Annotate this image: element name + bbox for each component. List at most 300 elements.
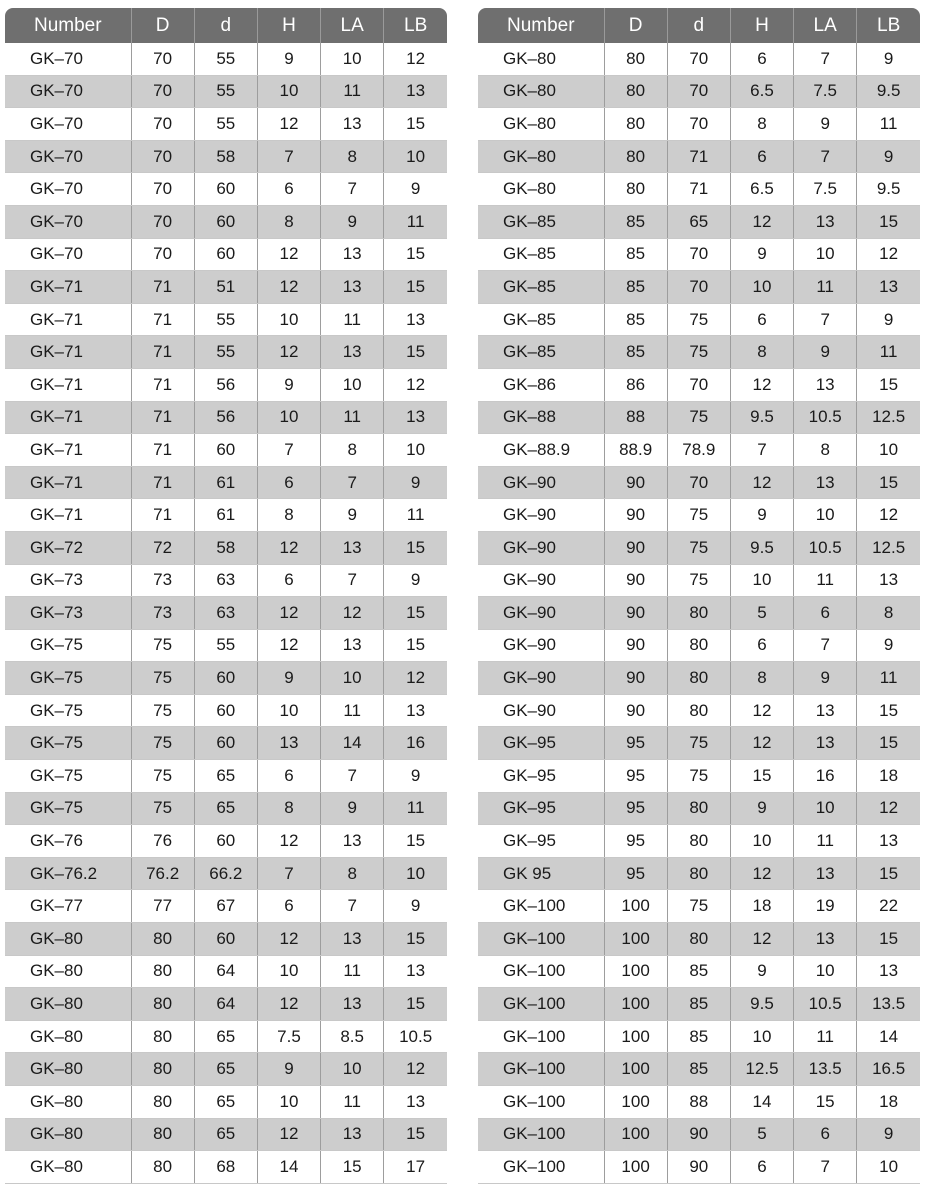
h-cell: 12 xyxy=(730,857,793,890)
table-row xyxy=(5,890,447,923)
h-cell: 8 xyxy=(730,662,793,695)
la-cell: 6 xyxy=(794,1118,857,1151)
table-row xyxy=(5,368,447,401)
d-inner-cell: 55 xyxy=(194,629,257,662)
h-cell: 9 xyxy=(730,955,793,988)
d-outer-cell: 88 xyxy=(604,401,667,434)
lb-cell: 11 xyxy=(857,336,920,369)
d-inner-cell: 70 xyxy=(667,466,730,499)
lb-cell: 9 xyxy=(857,1118,920,1151)
table-row xyxy=(5,499,447,532)
lb-cell: 13 xyxy=(857,825,920,858)
d-inner-cell: 55 xyxy=(194,336,257,369)
table-row xyxy=(478,336,920,369)
table-row xyxy=(478,499,920,532)
h-cell: 9.5 xyxy=(730,401,793,434)
h-cell: 12 xyxy=(257,629,320,662)
number-cell: GK–71 xyxy=(5,434,131,467)
header-lb: LB xyxy=(384,8,447,43)
d-outer-cell: 71 xyxy=(131,336,194,369)
lb-cell: 14 xyxy=(857,1020,920,1053)
number-cell: GK–75 xyxy=(5,662,131,695)
number-cell: GK–90 xyxy=(478,499,604,532)
d-outer-cell: 75 xyxy=(131,727,194,760)
number-cell: GK–95 xyxy=(478,727,604,760)
table-row xyxy=(478,531,920,564)
h-cell: 12 xyxy=(257,336,320,369)
table-row xyxy=(478,108,920,141)
h-cell: 10 xyxy=(257,401,320,434)
d-outer-cell: 85 xyxy=(604,271,667,304)
number-cell: GK–100 xyxy=(478,988,604,1021)
d-inner-cell: 55 xyxy=(194,303,257,336)
d-outer-cell: 73 xyxy=(131,564,194,597)
d-inner-cell: 75 xyxy=(667,531,730,564)
number-cell: GK–71 xyxy=(5,336,131,369)
d-inner-cell: 80 xyxy=(667,694,730,727)
h-cell: 9 xyxy=(730,499,793,532)
lb-cell: 10 xyxy=(384,140,447,173)
table-row xyxy=(478,857,920,890)
h-cell: 12 xyxy=(730,368,793,401)
la-cell: 13 xyxy=(321,923,384,956)
number-cell: GK–86 xyxy=(478,368,604,401)
d-inner-cell: 75 xyxy=(667,727,730,760)
h-cell: 6 xyxy=(257,466,320,499)
table-row xyxy=(5,564,447,597)
number-cell: GK–95 xyxy=(478,760,604,793)
la-cell: 7 xyxy=(321,173,384,206)
lb-cell: 13 xyxy=(384,955,447,988)
la-cell: 11 xyxy=(794,564,857,597)
header-lb: LB xyxy=(857,8,920,43)
d-inner-cell: 55 xyxy=(194,43,257,75)
h-cell: 12 xyxy=(257,108,320,141)
lb-cell: 12 xyxy=(857,238,920,271)
h-cell: 9 xyxy=(257,1053,320,1086)
la-cell: 11 xyxy=(321,401,384,434)
h-cell: 6 xyxy=(730,303,793,336)
d-inner-cell: 70 xyxy=(667,368,730,401)
number-cell: GK–100 xyxy=(478,1053,604,1086)
number-cell: GK–80 xyxy=(478,173,604,206)
d-outer-cell: 76 xyxy=(131,825,194,858)
lb-cell: 10.5 xyxy=(384,1020,447,1053)
number-cell: GK–80 xyxy=(5,1020,131,1053)
la-cell: 7.5 xyxy=(794,173,857,206)
h-cell: 12 xyxy=(257,988,320,1021)
number-cell: GK–95 xyxy=(478,825,604,858)
la-cell: 7 xyxy=(321,760,384,793)
la-cell: 16 xyxy=(794,760,857,793)
d-inner-cell: 60 xyxy=(194,825,257,858)
la-cell: 19 xyxy=(794,890,857,923)
la-cell: 11 xyxy=(794,1020,857,1053)
table-row xyxy=(5,401,447,434)
la-cell: 13 xyxy=(321,988,384,1021)
h-cell: 10 xyxy=(730,825,793,858)
number-cell: GK–90 xyxy=(478,629,604,662)
d-inner-cell: 65 xyxy=(194,760,257,793)
h-cell: 12 xyxy=(257,825,320,858)
la-cell: 10 xyxy=(321,662,384,695)
number-cell: GK–72 xyxy=(5,531,131,564)
h-cell: 5 xyxy=(730,597,793,630)
lb-cell: 9 xyxy=(384,890,447,923)
la-cell: 9 xyxy=(794,108,857,141)
table-row xyxy=(478,75,920,108)
lb-cell: 11 xyxy=(857,662,920,695)
la-cell: 8.5 xyxy=(321,1020,384,1053)
h-cell: 15 xyxy=(730,760,793,793)
number-cell: GK–90 xyxy=(478,694,604,727)
number-cell: GK–76 xyxy=(5,825,131,858)
d-outer-cell: 75 xyxy=(131,694,194,727)
h-cell: 6 xyxy=(730,1151,793,1184)
d-outer-cell: 86 xyxy=(604,368,667,401)
h-cell: 12 xyxy=(730,205,793,238)
table-row xyxy=(478,564,920,597)
number-cell: GK–85 xyxy=(478,205,604,238)
table-row xyxy=(478,760,920,793)
h-cell: 9.5 xyxy=(730,988,793,1021)
table-row xyxy=(5,271,447,304)
h-cell: 9.5 xyxy=(730,531,793,564)
number-cell: GK–70 xyxy=(5,108,131,141)
d-outer-cell: 71 xyxy=(131,466,194,499)
d-outer-cell: 71 xyxy=(131,499,194,532)
number-cell: GK–70 xyxy=(5,173,131,206)
d-inner-cell: 58 xyxy=(194,531,257,564)
h-cell: 10 xyxy=(257,75,320,108)
d-outer-cell: 95 xyxy=(604,792,667,825)
table-row xyxy=(5,857,447,890)
d-inner-cell: 51 xyxy=(194,271,257,304)
header-number: Number xyxy=(5,8,131,43)
lb-cell: 10 xyxy=(857,1151,920,1184)
number-cell: GK–100 xyxy=(478,1118,604,1151)
h-cell: 8 xyxy=(730,336,793,369)
la-cell: 13 xyxy=(321,336,384,369)
h-cell: 10 xyxy=(730,271,793,304)
lb-cell: 9 xyxy=(857,303,920,336)
la-cell: 11 xyxy=(794,271,857,304)
la-cell: 13 xyxy=(321,1118,384,1151)
d-outer-cell: 75 xyxy=(131,760,194,793)
d-inner-cell: 80 xyxy=(667,629,730,662)
number-cell: GK–71 xyxy=(5,271,131,304)
d-inner-cell: 65 xyxy=(194,792,257,825)
lb-cell: 10 xyxy=(384,434,447,467)
h-cell: 6 xyxy=(730,140,793,173)
table-row xyxy=(5,1020,447,1053)
number-cell: GK–73 xyxy=(5,564,131,597)
number-cell: GK–73 xyxy=(5,597,131,630)
lb-cell: 13.5 xyxy=(857,988,920,1021)
table-row xyxy=(478,173,920,206)
la-cell: 10 xyxy=(794,955,857,988)
d-inner-cell: 75 xyxy=(667,564,730,597)
la-cell: 13 xyxy=(794,205,857,238)
la-cell: 15 xyxy=(794,1086,857,1119)
table-row xyxy=(478,43,920,75)
d-outer-cell: 100 xyxy=(604,923,667,956)
h-cell: 14 xyxy=(730,1086,793,1119)
number-cell: GK–80 xyxy=(5,1053,131,1086)
h-cell: 12 xyxy=(257,923,320,956)
lb-cell: 9 xyxy=(384,173,447,206)
la-cell: 10 xyxy=(794,238,857,271)
d-outer-cell: 90 xyxy=(604,564,667,597)
table-row xyxy=(5,988,447,1021)
la-cell: 13 xyxy=(794,694,857,727)
d-inner-cell: 80 xyxy=(667,662,730,695)
number-cell: GK–80 xyxy=(5,988,131,1021)
number-cell: GK–90 xyxy=(478,662,604,695)
lb-cell: 15 xyxy=(384,108,447,141)
lb-cell: 15 xyxy=(857,857,920,890)
number-cell: GK–70 xyxy=(5,140,131,173)
h-cell: 5 xyxy=(730,1118,793,1151)
d-inner-cell: 68 xyxy=(194,1151,257,1184)
d-inner-cell: 60 xyxy=(194,238,257,271)
d-outer-cell: 80 xyxy=(131,988,194,1021)
table-body xyxy=(478,43,920,1183)
lb-cell: 18 xyxy=(857,1086,920,1119)
h-cell: 14 xyxy=(257,1151,320,1184)
number-cell: GK–75 xyxy=(5,694,131,727)
h-cell: 9 xyxy=(730,792,793,825)
d-outer-cell: 100 xyxy=(604,988,667,1021)
number-cell: GK–85 xyxy=(478,303,604,336)
d-inner-cell: 80 xyxy=(667,597,730,630)
la-cell: 7 xyxy=(321,564,384,597)
d-inner-cell: 85 xyxy=(667,1020,730,1053)
d-outer-cell: 100 xyxy=(604,1118,667,1151)
lb-cell: 12 xyxy=(384,368,447,401)
number-cell: GK–80 xyxy=(478,140,604,173)
d-outer-cell: 85 xyxy=(604,205,667,238)
d-inner-cell: 70 xyxy=(667,271,730,304)
la-cell: 6 xyxy=(794,597,857,630)
la-cell: 13 xyxy=(794,923,857,956)
lb-cell: 12 xyxy=(384,43,447,75)
lb-cell: 15 xyxy=(384,597,447,630)
table-row xyxy=(478,140,920,173)
d-inner-cell: 80 xyxy=(667,923,730,956)
number-cell: GK–70 xyxy=(5,205,131,238)
number-cell: GK–80 xyxy=(5,1086,131,1119)
table-row xyxy=(478,434,920,467)
table-row xyxy=(5,694,447,727)
lb-cell: 12 xyxy=(384,1053,447,1086)
la-cell: 10 xyxy=(794,499,857,532)
number-cell: GK–77 xyxy=(5,890,131,923)
d-outer-cell: 80 xyxy=(131,1086,194,1119)
d-inner-cell: 78.9 xyxy=(667,434,730,467)
la-cell: 13 xyxy=(321,271,384,304)
d-inner-cell: 58 xyxy=(194,140,257,173)
lb-cell: 10 xyxy=(384,857,447,890)
d-inner-cell: 66.2 xyxy=(194,857,257,890)
table-row xyxy=(478,368,920,401)
number-cell: GK–71 xyxy=(5,368,131,401)
lb-cell: 9 xyxy=(857,140,920,173)
table-row xyxy=(478,629,920,662)
d-inner-cell: 67 xyxy=(194,890,257,923)
d-inner-cell: 64 xyxy=(194,955,257,988)
lb-cell: 9.5 xyxy=(857,75,920,108)
number-cell: GK–71 xyxy=(5,303,131,336)
d-outer-cell: 100 xyxy=(604,1053,667,1086)
table-row xyxy=(5,1053,447,1086)
d-outer-cell: 80 xyxy=(131,1053,194,1086)
d-inner-cell: 55 xyxy=(194,108,257,141)
h-cell: 10 xyxy=(257,303,320,336)
table-row xyxy=(478,825,920,858)
d-inner-cell: 60 xyxy=(194,727,257,760)
d-inner-cell: 88 xyxy=(667,1086,730,1119)
table-row xyxy=(478,923,920,956)
lb-cell: 9 xyxy=(384,760,447,793)
h-cell: 7 xyxy=(257,140,320,173)
table-row xyxy=(478,1086,920,1119)
d-outer-cell: 80 xyxy=(604,140,667,173)
la-cell: 8 xyxy=(321,434,384,467)
table-row xyxy=(478,303,920,336)
d-inner-cell: 65 xyxy=(194,1053,257,1086)
table-row xyxy=(478,1020,920,1053)
h-cell: 12 xyxy=(730,727,793,760)
d-inner-cell: 65 xyxy=(667,205,730,238)
header-row xyxy=(478,8,920,43)
la-cell: 7 xyxy=(321,466,384,499)
la-cell: 8 xyxy=(321,140,384,173)
table-row xyxy=(478,205,920,238)
h-cell: 6 xyxy=(257,564,320,597)
d-outer-cell: 73 xyxy=(131,597,194,630)
h-cell: 10 xyxy=(257,955,320,988)
header-la: LA xyxy=(321,8,384,43)
h-cell: 6 xyxy=(730,629,793,662)
table-row xyxy=(5,1151,447,1184)
h-cell: 10 xyxy=(257,1086,320,1119)
la-cell: 9 xyxy=(321,205,384,238)
d-inner-cell: 60 xyxy=(194,694,257,727)
lb-cell: 15 xyxy=(384,531,447,564)
number-cell: GK–95 xyxy=(478,792,604,825)
lb-cell: 11 xyxy=(384,205,447,238)
number-cell: GK–70 xyxy=(5,238,131,271)
table-row xyxy=(5,662,447,695)
d-inner-cell: 70 xyxy=(667,75,730,108)
number-cell: GK–70 xyxy=(5,75,131,108)
d-outer-cell: 100 xyxy=(604,1086,667,1119)
table-row xyxy=(5,760,447,793)
table-row xyxy=(478,955,920,988)
la-cell: 7.5 xyxy=(794,75,857,108)
d-inner-cell: 80 xyxy=(667,825,730,858)
table-row xyxy=(478,694,920,727)
h-cell: 6 xyxy=(257,760,320,793)
number-cell: GK–71 xyxy=(5,499,131,532)
lb-cell: 15 xyxy=(384,1118,447,1151)
d-outer-cell: 80 xyxy=(604,75,667,108)
la-cell: 15 xyxy=(321,1151,384,1184)
h-cell: 10 xyxy=(730,1020,793,1053)
d-outer-cell: 90 xyxy=(604,466,667,499)
lb-cell: 15 xyxy=(857,466,920,499)
header-number: Number xyxy=(478,8,604,43)
h-cell: 6.5 xyxy=(730,75,793,108)
d-outer-cell: 85 xyxy=(604,336,667,369)
table-row xyxy=(5,205,447,238)
lb-cell: 11 xyxy=(857,108,920,141)
lb-cell: 15 xyxy=(384,271,447,304)
la-cell: 12 xyxy=(321,597,384,630)
d-outer-cell: 75 xyxy=(131,662,194,695)
d-inner-cell: 65 xyxy=(194,1020,257,1053)
d-inner-cell: 90 xyxy=(667,1151,730,1184)
number-cell: GK–88.9 xyxy=(478,434,604,467)
h-cell: 8 xyxy=(257,205,320,238)
number-cell: GK–75 xyxy=(5,792,131,825)
la-cell: 13 xyxy=(321,238,384,271)
la-cell: 13 xyxy=(321,531,384,564)
d-outer-cell: 76.2 xyxy=(131,857,194,890)
d-inner-cell: 65 xyxy=(194,1086,257,1119)
table-header xyxy=(478,8,920,43)
table-body xyxy=(5,43,447,1183)
la-cell: 7 xyxy=(321,890,384,923)
table-row xyxy=(5,727,447,760)
number-cell: GK–80 xyxy=(5,955,131,988)
la-cell: 7 xyxy=(794,140,857,173)
table-row xyxy=(5,303,447,336)
header-d-outer: D xyxy=(604,8,667,43)
h-cell: 12 xyxy=(730,694,793,727)
h-cell: 7 xyxy=(257,857,320,890)
d-outer-cell: 100 xyxy=(604,955,667,988)
la-cell: 10 xyxy=(321,43,384,75)
la-cell: 11 xyxy=(321,75,384,108)
d-inner-cell: 75 xyxy=(667,760,730,793)
d-outer-cell: 71 xyxy=(131,401,194,434)
d-outer-cell: 72 xyxy=(131,531,194,564)
d-outer-cell: 80 xyxy=(131,955,194,988)
table-row xyxy=(5,629,447,662)
d-outer-cell: 90 xyxy=(604,499,667,532)
lb-cell: 13 xyxy=(857,271,920,304)
number-cell: GK–75 xyxy=(5,727,131,760)
d-outer-cell: 75 xyxy=(131,792,194,825)
table-row xyxy=(5,108,447,141)
lb-cell: 13 xyxy=(384,75,447,108)
d-inner-cell: 60 xyxy=(194,434,257,467)
la-cell: 7 xyxy=(794,629,857,662)
table-row xyxy=(5,1086,447,1119)
table-row xyxy=(478,1118,920,1151)
h-cell: 9 xyxy=(257,662,320,695)
lb-cell: 15 xyxy=(384,629,447,662)
d-outer-cell: 90 xyxy=(604,629,667,662)
lb-cell: 13 xyxy=(384,401,447,434)
h-cell: 7 xyxy=(257,434,320,467)
d-inner-cell: 90 xyxy=(667,1118,730,1151)
table-row xyxy=(5,43,447,75)
spec-table-right xyxy=(478,8,920,1184)
d-outer-cell: 75 xyxy=(131,629,194,662)
